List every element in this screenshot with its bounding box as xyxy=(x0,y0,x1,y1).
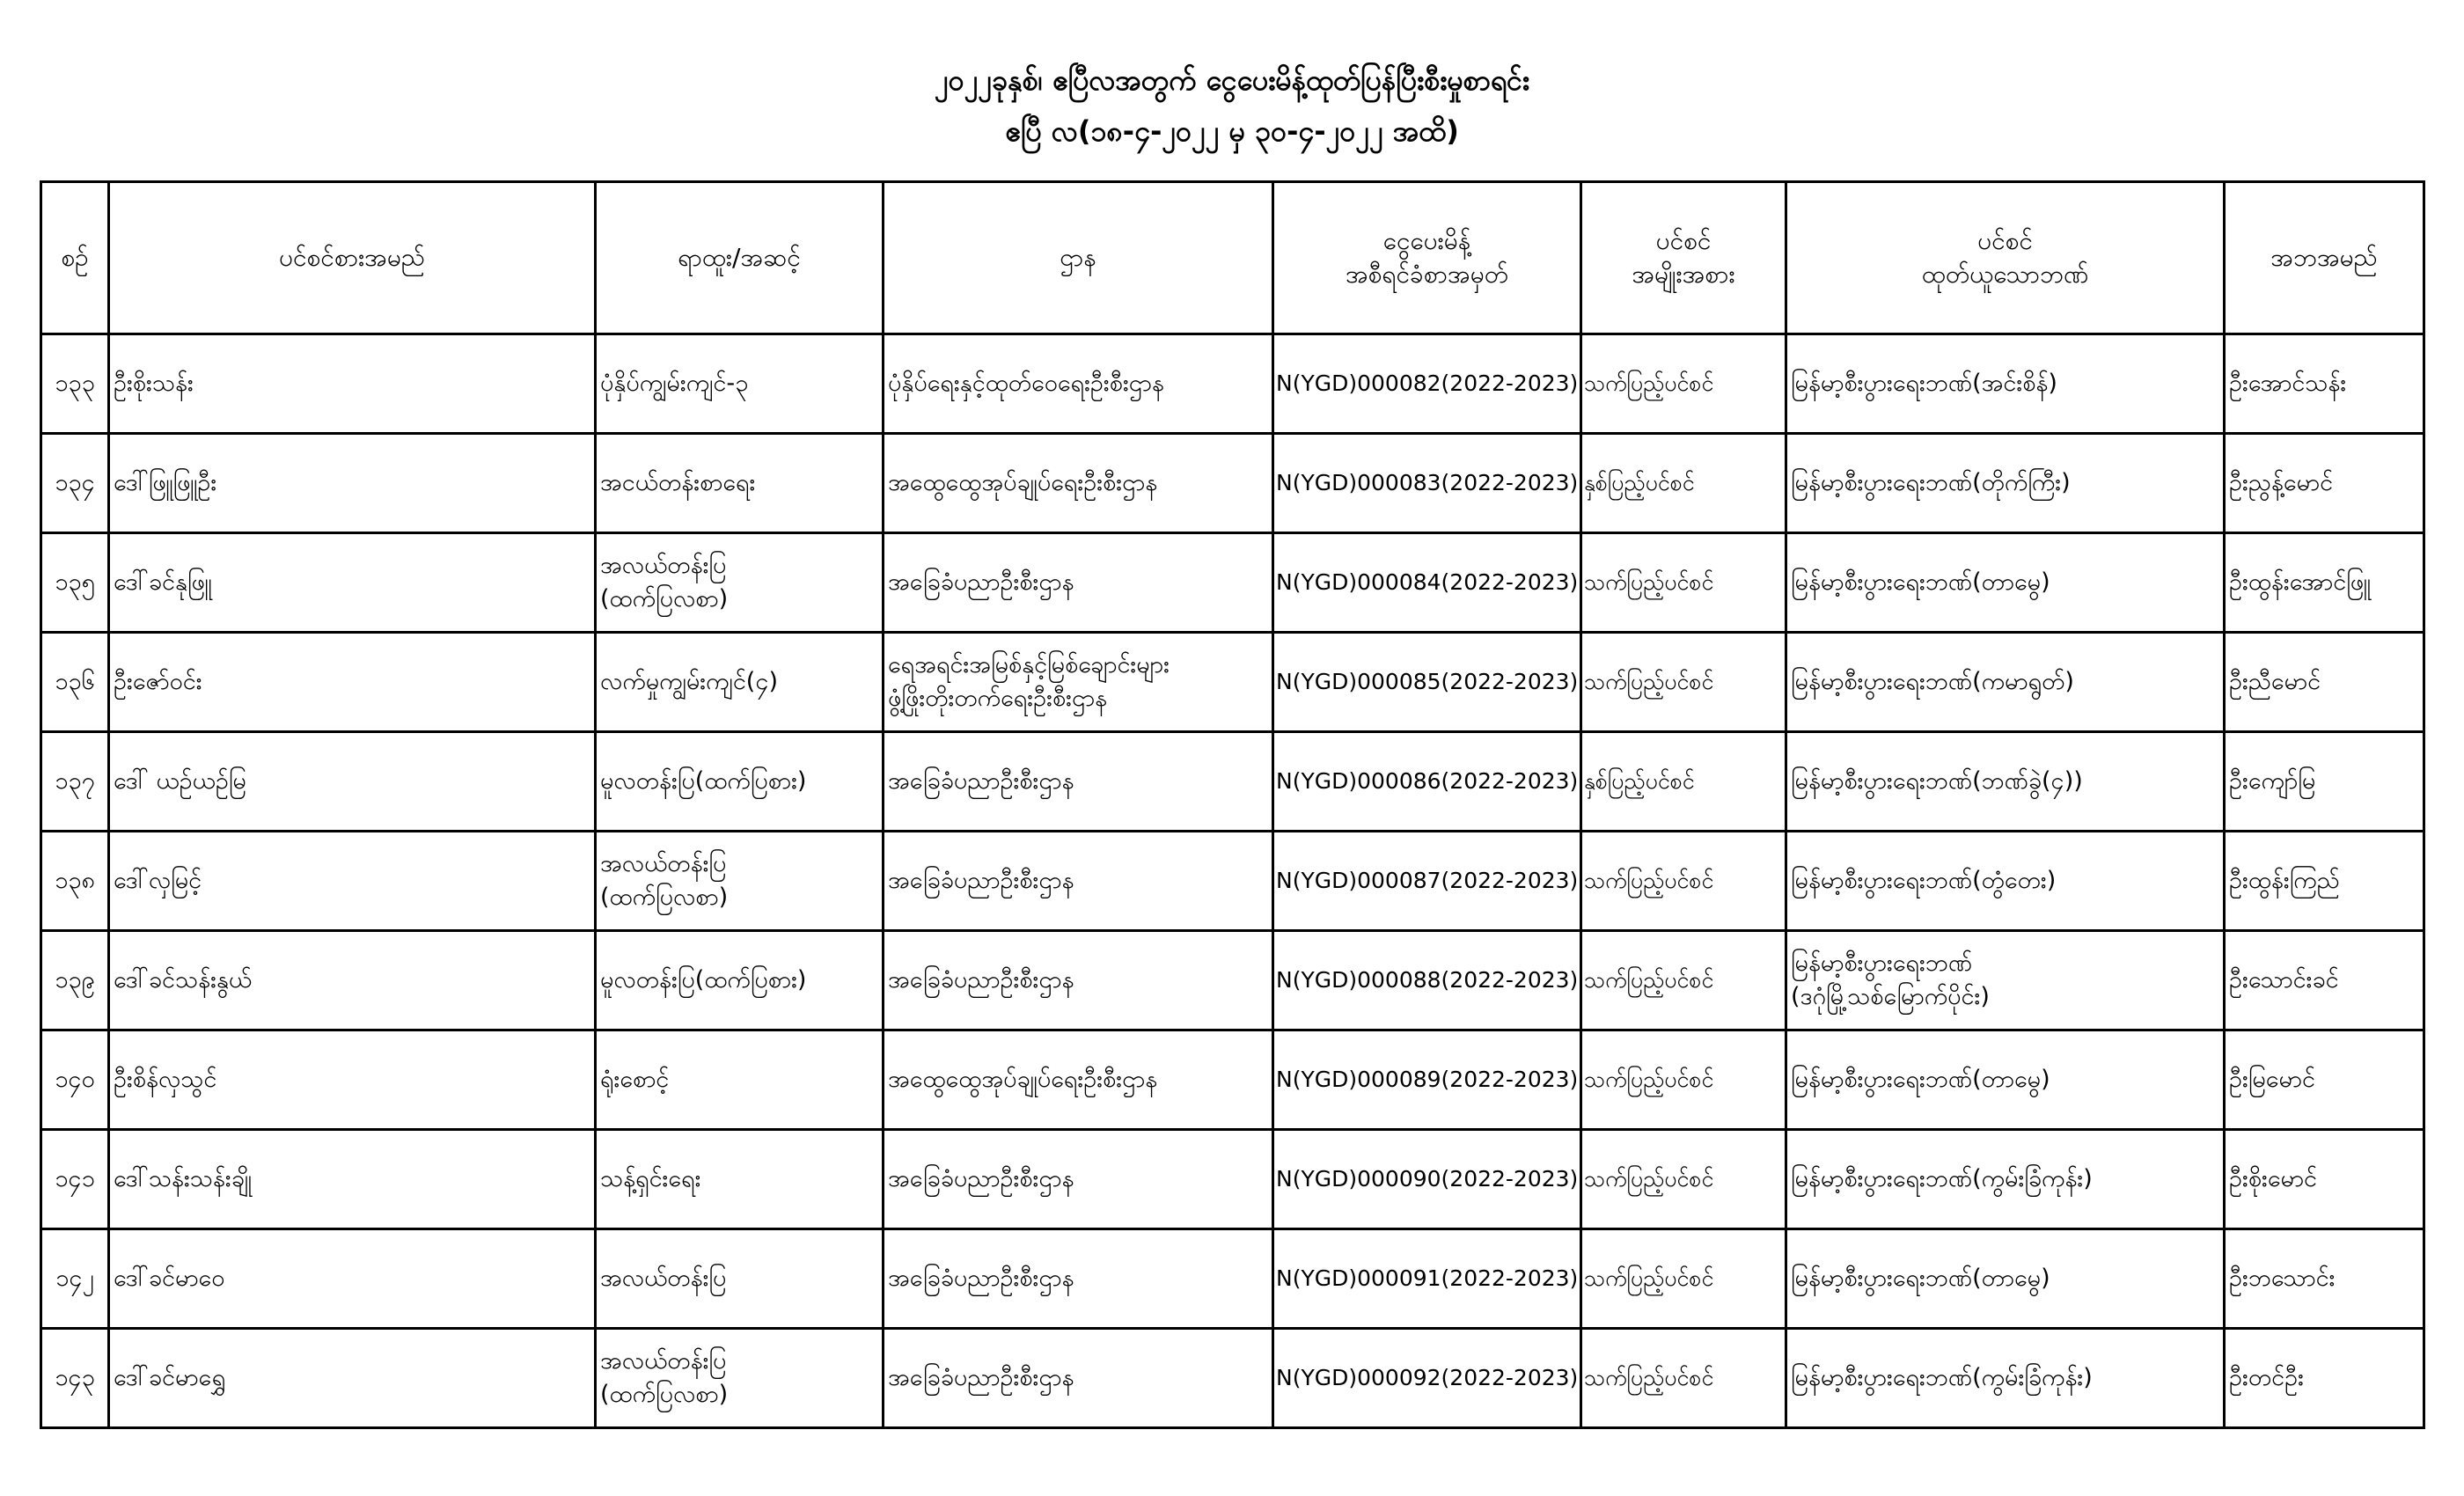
header-row xyxy=(41,182,2424,334)
cell-position-rank: အလယ်တန်းပြ xyxy=(596,1229,884,1329)
cell-position-rank: လက်မှုကျွမ်းကျင်(၄) xyxy=(596,633,884,732)
table-row xyxy=(41,1329,2424,1428)
header-serial-no: စဉ် xyxy=(41,182,109,334)
cell-department: အခြေခံပညာဦးစီးဌာန xyxy=(884,732,1273,832)
cell-pension-type: သက်ပြည့်ပင်စင် xyxy=(1581,633,1786,732)
cell-payment-order-report-no: N(YGD)000084(2022-2023) xyxy=(1273,533,1581,633)
cell-position-rank: ရုံးစောင့် xyxy=(596,1030,884,1130)
cell-pensioner-name: ဒေါ်ခင်နုဖြူ xyxy=(109,533,596,633)
cell-paying-bank: မြန်မာ့စီးပွားရေးဘဏ်(တာမွေ) xyxy=(1786,1229,2225,1329)
table-row xyxy=(41,533,2424,633)
cell-department: အခြေခံပညာဦးစီးဌာန xyxy=(884,931,1273,1030)
cell-serial-no: ၁၄၀ xyxy=(41,1030,109,1130)
document-subtitle: ဧပြီ လ(၁၈-၄-၂၀၂၂ မှ ၃၀-၄-၂၀၂၂ အထိ) xyxy=(1005,114,1459,148)
table-body xyxy=(41,334,2424,1428)
cell-department: ပုံနှိပ်ရေးနှင့်ထုတ်ဝေရေးဦးစီးဌာန xyxy=(884,334,1273,434)
cell-pension-type: သက်ပြည့်ပင်စင် xyxy=(1581,1229,1786,1329)
cell-department: အခြေခံပညာဦးစီးဌာန xyxy=(884,1229,1273,1329)
cell-pensioner-name: ဒေါ်ခင်မာဝေ xyxy=(109,1229,596,1329)
cell-father-name: ဦးသောင်းခင် xyxy=(2225,931,2424,1030)
header-department: ဌာန xyxy=(884,182,1273,334)
cell-position-rank: မူလတန်းပြ(ထက်ပြစား) xyxy=(596,732,884,832)
cell-pensioner-name: ဦးဇော်ဝင်း xyxy=(109,633,596,732)
cell-payment-order-report-no: N(YGD)000090(2022-2023) xyxy=(1273,1130,1581,1229)
cell-pensioner-name: ဒေါ် ယဉ်ယဉ်မြ xyxy=(109,732,596,832)
cell-department: အခြေခံပညာဦးစီးဌာန xyxy=(884,1130,1273,1229)
cell-father-name: ဦးညီမောင် xyxy=(2225,633,2424,732)
cell-payment-order-report-no: N(YGD)000086(2022-2023) xyxy=(1273,732,1581,832)
cell-pensioner-name: ဦးစိန်လှသွင် xyxy=(109,1030,596,1130)
cell-department: အခြေခံပညာဦးစီးဌာန xyxy=(884,533,1273,633)
cell-pension-type: နှစ်ပြည့်ပင်စင် xyxy=(1581,732,1786,832)
cell-position-rank: မူလတန်းပြ(ထက်ပြစား) xyxy=(596,931,884,1030)
cell-payment-order-report-no: N(YGD)000087(2022-2023) xyxy=(1273,832,1581,931)
cell-serial-no: ၁၄၂ xyxy=(41,1229,109,1329)
cell-serial-no: ၁၃၈ xyxy=(41,832,109,931)
cell-paying-bank: မြန်မာ့စီးပွားရေးဘဏ်(ကွမ်းခြံကုန်း) xyxy=(1786,1329,2225,1428)
table-row xyxy=(41,633,2424,732)
table-header xyxy=(41,182,2424,334)
cell-father-name: ဦးဘသောင်း xyxy=(2225,1229,2424,1329)
cell-paying-bank: မြန်မာ့စီးပွားရေးဘဏ်(တိုက်ကြီး) xyxy=(1786,434,2225,533)
cell-paying-bank: မြန်မာ့စီးပွားရေးဘဏ်(တာမွေ) xyxy=(1786,533,2225,633)
cell-father-name: ဦးမြမောင် xyxy=(2225,1030,2424,1130)
cell-position-rank: အငယ်တန်းစာရေး xyxy=(596,434,884,533)
cell-father-name: ဦးစိုးမောင် xyxy=(2225,1130,2424,1229)
document-header xyxy=(0,55,2464,157)
cell-position-rank: ပုံနှိပ်ကျွမ်းကျင်-၃ xyxy=(596,334,884,434)
cell-paying-bank: မြန်မာ့စီးပွားရေးဘဏ်(တွံတေး) xyxy=(1786,832,2225,931)
cell-pensioner-name: ဒေါ်ခင်မာရွှေ xyxy=(109,1329,596,1428)
cell-payment-order-report-no: N(YGD)000085(2022-2023) xyxy=(1273,633,1581,732)
header-payment-order-report-no: ငွေပေးမိန့် အစီရင်ခံစာအမှတ် xyxy=(1273,182,1581,334)
cell-father-name: ဦးကျော်မြ xyxy=(2225,732,2424,832)
table-row xyxy=(41,1229,2424,1329)
cell-father-name: ဦးထွန်းအောင်ဖြူ xyxy=(2225,533,2424,633)
cell-payment-order-report-no: N(YGD)000092(2022-2023) xyxy=(1273,1329,1581,1428)
cell-department: အခြေခံပညာဦးစီးဌာန xyxy=(884,1329,1273,1428)
cell-position-rank: အလယ်တန်းပြ (ထက်ပြလစာ) xyxy=(596,1329,884,1428)
table-row xyxy=(41,931,2424,1030)
cell-paying-bank: မြန်မာ့စီးပွားရေးဘဏ်(တာမွေ) xyxy=(1786,1030,2225,1130)
cell-paying-bank: မြန်မာ့စီးပွားရေးဘဏ်(ကွမ်းခြံကုန်း) xyxy=(1786,1130,2225,1229)
cell-payment-order-report-no: N(YGD)000091(2022-2023) xyxy=(1273,1229,1581,1329)
cell-pension-type: သက်ပြည့်ပင်စင် xyxy=(1581,832,1786,931)
cell-serial-no: ၁၄၃ xyxy=(41,1329,109,1428)
cell-pension-type: သက်ပြည့်ပင်စင် xyxy=(1581,1030,1786,1130)
table-row xyxy=(41,334,2424,434)
cell-department: အထွေထွေအုပ်ချုပ်ရေးဦးစီးဌာန xyxy=(884,434,1273,533)
cell-serial-no: ၁၃၅ xyxy=(41,533,109,633)
cell-department: အထွေထွေအုပ်ချုပ်ရေးဦးစီးဌာန xyxy=(884,1030,1273,1130)
cell-position-rank: သန့်ရှင်းရေး xyxy=(596,1130,884,1229)
cell-pensioner-name: ဒေါ်ခင်သန်းနွယ် xyxy=(109,931,596,1030)
cell-pension-type: သက်ပြည့်ပင်စင် xyxy=(1581,334,1786,434)
cell-paying-bank: မြန်မာ့စီးပွားရေးဘဏ်(ဘဏ်ခွဲ(၄)) xyxy=(1786,732,2225,832)
cell-department: အခြေခံပညာဦးစီးဌာန xyxy=(884,832,1273,931)
cell-serial-no: ၁၃၆ xyxy=(41,633,109,732)
cell-position-rank: အလယ်တန်းပြ (ထက်ပြလစာ) xyxy=(596,533,884,633)
cell-father-name: ဦးထွန်းကြည် xyxy=(2225,832,2424,931)
cell-pension-type: သက်ပြည့်ပင်စင် xyxy=(1581,1130,1786,1229)
cell-pensioner-name: ဒေါ်သန်းသန်းချို xyxy=(109,1130,596,1229)
header-pension-type: ပင်စင် အမျိုးအစား xyxy=(1581,182,1786,334)
cell-serial-no: ၁၃၇ xyxy=(41,732,109,832)
cell-father-name: ဦးတင်ဦး xyxy=(2225,1329,2424,1428)
pension-register-table xyxy=(40,180,2425,1429)
cell-paying-bank: မြန်မာ့စီးပွားရေးဘဏ်(ကမာရွတ်) xyxy=(1786,633,2225,732)
cell-pensioner-name: ဒေါ်လှမြင့် xyxy=(109,832,596,931)
cell-department: ရေအရင်းအမြစ်နှင့်မြစ်ချောင်းများ ဖွံ့ဖြိုးတိုးတက်ရေးဦးစီးဌာန xyxy=(884,633,1273,732)
cell-pension-type: နှစ်ပြည့်ပင်စင် xyxy=(1581,434,1786,533)
cell-pensioner-name: ဦးစိုးသန်း xyxy=(109,334,596,434)
header-paying-bank: ပင်စင် ထုတ်ယူသောဘဏ် xyxy=(1786,182,2225,334)
cell-pension-type: သက်ပြည့်ပင်စင် xyxy=(1581,931,1786,1030)
header-father-name: အဘအမည် xyxy=(2225,182,2424,334)
cell-father-name: ဦးအောင်သန်း xyxy=(2225,334,2424,434)
document-title: ၂၀၂၂ခုနှစ်၊ ဧပြီလအတွက် ငွေပေးမိန့်ထုတ်ပြန်ပြီးစီးမှုစာရင်း xyxy=(934,63,1530,97)
cell-father-name: ဦးညွန့်မောင် xyxy=(2225,434,2424,533)
cell-paying-bank: မြန်မာ့စီးပွားရေးဘဏ်(အင်းစိန်) xyxy=(1786,334,2225,434)
cell-payment-order-report-no: N(YGD)000082(2022-2023) xyxy=(1273,334,1581,434)
cell-serial-no: ၁၃၃ xyxy=(41,334,109,434)
cell-payment-order-report-no: N(YGD)000083(2022-2023) xyxy=(1273,434,1581,533)
cell-position-rank: အလယ်တန်းပြ (ထက်ပြလစာ) xyxy=(596,832,884,931)
cell-payment-order-report-no: N(YGD)000089(2022-2023) xyxy=(1273,1030,1581,1130)
cell-pensioner-name: ဒေါ်ဖြူဖြူဦး xyxy=(109,434,596,533)
header-position-rank: ရာထူး/အဆင့် xyxy=(596,182,884,334)
table-row xyxy=(41,732,2424,832)
cell-pension-type: သက်ပြည့်ပင်စင် xyxy=(1581,533,1786,633)
header-pensioner-name: ပင်စင်စားအမည် xyxy=(109,182,596,334)
cell-serial-no: ၁၃၉ xyxy=(41,931,109,1030)
table-row xyxy=(41,434,2424,533)
table-row xyxy=(41,1130,2424,1229)
cell-payment-order-report-no: N(YGD)000088(2022-2023) xyxy=(1273,931,1581,1030)
table-row xyxy=(41,1030,2424,1130)
cell-serial-no: ၁၄၁ xyxy=(41,1130,109,1229)
cell-paying-bank: မြန်မာ့စီးပွားရေးဘဏ် (ဒဂုံမြို့သစ်မြောက်ပိုင်း) xyxy=(1786,931,2225,1030)
cell-pension-type: သက်ပြည့်ပင်စင် xyxy=(1581,1329,1786,1428)
table-row xyxy=(41,832,2424,931)
cell-serial-no: ၁၃၄ xyxy=(41,434,109,533)
